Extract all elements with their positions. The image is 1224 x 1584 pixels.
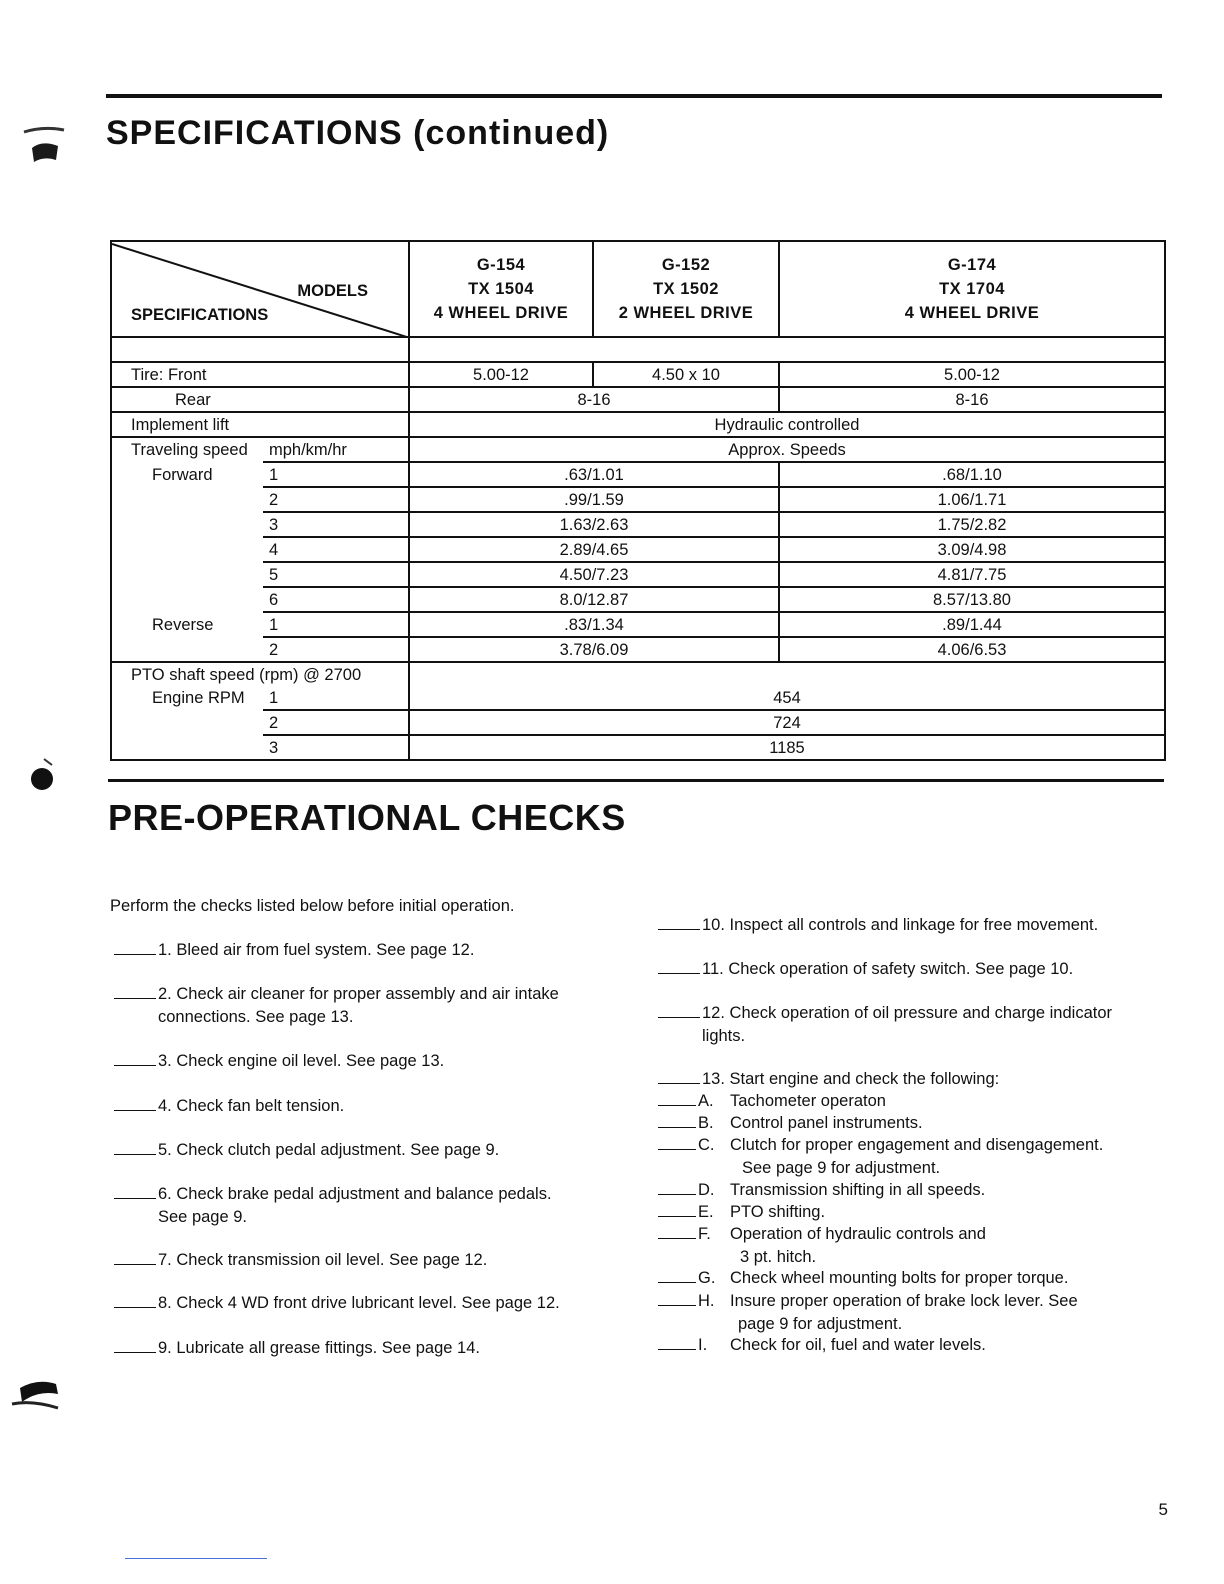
sub-item-letter: G. [698,1269,716,1287]
specifications-table [110,240,1166,761]
forward-speed-g154-g152: 8.0/12.87 [409,587,779,612]
forward-label: Forward [111,462,263,487]
check-blank[interactable] [658,1003,700,1018]
checklist-item [114,1139,499,1162]
check-blank[interactable] [658,1180,696,1195]
check-blank[interactable] [114,1051,156,1066]
reverse-label: Reverse [111,612,263,637]
item-number: 2. [158,985,172,1003]
sub-checklist-item [658,1334,986,1357]
sub-item-letter: C. [698,1136,715,1154]
header-model-code: G-154 [476,256,526,274]
item-text-continued: See page 9. [158,1208,247,1226]
pto-speed: 724 [409,710,1165,735]
sub-item-text: Check wheel mounting bolts for proper torque. [730,1269,1069,1287]
forward-speed-g174: 3.09/4.98 [779,537,1165,562]
binding-mark-bottom-icon [8,1368,64,1418]
sub-item-text: Control panel instruments. [730,1114,923,1132]
check-blank[interactable] [658,1135,696,1150]
item-text: Lubricate all grease fittings. See page 14. [176,1339,480,1357]
item-number: 13. [702,1070,725,1088]
item-text: Check fan belt tension. [176,1097,345,1115]
header-models-label: MODELS [297,282,368,300]
row-pto-2 [111,710,1165,735]
item-number: 6. [158,1185,172,1203]
section-title: PRE-OPERATIONAL CHECKS [108,797,626,838]
pto-shaft-speed-label: PTO shaft speed (rpm) @ 2700 [111,662,409,686]
forward-speed-g154-g152: .63/1.01 [409,462,779,487]
binding-mark-middle-icon [22,755,66,799]
row-traveling-speed [111,437,1165,462]
tire-front-label: Tire: Front [111,362,409,387]
item-number: 7. [158,1251,172,1269]
sub-checklist-item [658,1223,986,1269]
item-number: 8. [158,1294,172,1312]
row-forward-6 [111,587,1165,612]
reverse-speed-g174: .89/1.44 [779,612,1165,637]
check-blank[interactable] [114,940,156,955]
forward-gear: 1 [263,462,409,487]
sub-item-letter: E. [698,1203,714,1221]
checklist-item [114,1249,487,1272]
sub-item-text: Operation of hydraulic controls and [730,1225,986,1243]
page-title: SPECIFICATIONS (continued) [106,114,610,152]
checklist-item [114,1183,552,1229]
row-implement-lift [111,412,1165,437]
checklist-item [658,1068,999,1091]
item-text-continued: connections. See page 13. [158,1008,354,1026]
check-blank[interactable] [658,1335,696,1350]
forward-speed-g174: 8.57/13.80 [779,587,1165,612]
sub-checklist-item [658,1267,1068,1290]
sub-checklist-item [658,1134,1103,1180]
tire-rear-g154-g152: 8-16 [409,387,779,412]
checklist-item [114,983,559,1029]
item-number: 11. [702,960,724,978]
check-blank[interactable] [658,959,700,974]
row-forward-1 [111,462,1165,487]
row-forward-5 [111,562,1165,587]
item-number: 10. [702,916,725,934]
forward-gear: 5 [263,562,409,587]
item-number: 1. [158,941,172,959]
pto-speed: 454 [409,686,1165,710]
row-tire-front [111,362,1165,387]
forward-speed-g154-g152: 2.89/4.65 [409,537,779,562]
forward-speed-g174: .68/1.10 [779,462,1165,487]
header-drive-type: 2 WHEEL DRIVE [618,304,754,322]
binding-mark-top-icon [18,108,68,178]
traveling-speed-value: Approx. Speeds [409,437,1165,462]
sub-item-text: PTO shifting. [730,1203,826,1221]
header-model-name: TX 1504 [468,280,534,298]
header-model-g152 [593,241,779,337]
section-rule [108,779,1164,782]
top-rule [106,94,1162,98]
engine-rpm-label: Engine RPM [111,686,263,710]
header-model-code: G-152 [661,256,711,274]
row-tire-rear [111,387,1165,412]
sub-item-letter: F. [698,1225,711,1243]
forward-speed-g174: 1.75/2.82 [779,512,1165,537]
header-drive-type: 4 WHEEL DRIVE [433,304,569,322]
row-reverse-2 [111,637,1165,662]
sub-checklist-item [658,1090,886,1113]
sub-item-text: Check for oil, fuel and water levels. [730,1336,986,1354]
item-text: Check operation of oil pressure and charge indicator [729,1004,1113,1022]
item-text-continued: lights. [702,1027,746,1045]
check-blank[interactable] [114,984,156,999]
traveling-speed-label: Traveling speed [111,437,263,462]
check-blank[interactable] [114,1096,156,1111]
forward-speed-g174: 4.81/7.75 [779,562,1165,587]
row-pto-3 [111,735,1165,760]
check-blank[interactable] [114,1338,156,1353]
check-blank[interactable] [658,1224,696,1239]
item-number: 4. [158,1097,172,1115]
row-forward-4 [111,537,1165,562]
tire-rear-label: Rear [111,387,409,412]
row-pto-label [111,662,1165,686]
forward-speed-g154-g152: .99/1.59 [409,487,779,512]
item-text: Check clutch pedal adjustment. See page 9. [176,1141,500,1159]
item-number: 9. [158,1339,172,1357]
checklist-item [114,1337,480,1360]
item-text: Inspect all controls and linkage for free movement. [729,916,1099,934]
check-blank[interactable] [658,1091,696,1106]
sub-checklist-item [658,1179,985,1202]
forward-gear: 6 [263,587,409,612]
reverse-gear: 1 [263,612,409,637]
sub-checklist-item [658,1290,1078,1336]
sub-item-text: Tachometer operaton [730,1092,886,1110]
check-blank[interactable] [114,1140,156,1155]
sub-item-letter: I. [698,1336,708,1354]
item-text: Check transmission oil level. See page 12. [176,1251,488,1269]
bottom-scan-line [125,1558,267,1559]
pto-gear: 3 [263,735,409,760]
row-forward-2 [111,487,1165,512]
check-blank[interactable] [658,1202,696,1217]
check-blank[interactable] [658,1291,696,1306]
forward-speed-g154-g152: 1.63/2.63 [409,512,779,537]
item-text: Check brake pedal adjustment and balance pedals. [176,1185,552,1203]
header-specifications-label: SPECIFICATIONS [131,306,269,324]
check-blank[interactable] [114,1184,156,1199]
forward-gear: 2 [263,487,409,512]
check-blank[interactable] [658,1069,700,1084]
header-model-g154 [409,241,593,337]
reverse-gear: 2 [263,637,409,662]
reverse-speed-g154-g152: .83/1.34 [409,612,779,637]
tire-rear-g174: 8-16 [779,387,1165,412]
forward-gear: 3 [263,512,409,537]
check-blank[interactable] [114,1250,156,1265]
item-text: Check air cleaner for proper assembly and air intake [176,985,559,1003]
item-number: 12. [702,1004,725,1022]
sub-item-text: Clutch for proper engagement and disengagement. [730,1136,1104,1154]
item-text: Check 4 WD front drive lubricant level. See page 12. [176,1294,560,1312]
header-diagonal-cell [111,241,409,337]
checklist-item [114,1095,344,1118]
checklist-item [114,1050,444,1073]
sub-item-letter: H. [698,1292,715,1310]
header-model-code: G-174 [947,256,997,274]
check-blank[interactable] [658,1113,696,1128]
checklist-item [114,939,474,962]
sub-item-letter: A. [698,1092,714,1110]
forward-gear: 4 [263,537,409,562]
item-text: Check engine oil level. See page 13. [176,1052,445,1070]
header-model-name: TX 1502 [653,280,719,298]
tire-front-g152: 4.50 x 10 [593,362,779,387]
sub-item-letter: D. [698,1181,715,1199]
check-blank[interactable] [658,1268,696,1283]
implement-lift-value: Hydraulic controlled [409,412,1165,437]
tire-front-g154: 5.00-12 [409,362,593,387]
item-text: Bleed air from fuel system. See page 12. [176,941,475,959]
item-text: Check operation of safety switch. See page 10. [728,960,1074,978]
pto-gear: 2 [263,710,409,735]
intro-text: Perform the checks listed below before initial operation. [110,897,515,915]
sub-item-text-continued: See page 9 for adjustment. [742,1159,941,1177]
checklist-item [658,958,1073,981]
sub-checklist-item [658,1112,923,1135]
tire-front-g174: 5.00-12 [779,362,1165,387]
sub-item-text: Transmission shifting in all speeds. [730,1181,986,1199]
traveling-speed-unit: mph/km/hr [263,437,409,462]
item-text: Start engine and check the following: [729,1070,1000,1088]
item-number: 3. [158,1052,172,1070]
sub-item-letter: B. [698,1114,714,1132]
checklist-item [114,1292,560,1315]
check-blank[interactable] [114,1293,156,1308]
pto-speed: 1185 [409,735,1165,760]
forward-speed-g154-g152: 4.50/7.23 [409,562,779,587]
checklist-item [658,1002,1112,1048]
reverse-speed-g154-g152: 3.78/6.09 [409,637,779,662]
item-number: 5. [158,1141,172,1159]
sub-item-text-continued: 3 pt. hitch. [740,1248,817,1266]
implement-lift-label: Implement lift [111,412,409,437]
header-model-name: TX 1704 [939,280,1005,298]
row-reverse-1 [111,612,1165,637]
reverse-speed-g174: 4.06/6.53 [779,637,1165,662]
page-number: 5 [1158,1500,1168,1519]
row-forward-3 [111,512,1165,537]
forward-speed-g174: 1.06/1.71 [779,487,1165,512]
sub-checklist-item [658,1201,825,1224]
pto-gear: 1 [269,688,279,707]
row-pto-1 [111,686,1165,710]
checklist-item [658,914,1098,937]
check-blank[interactable] [658,915,700,930]
header-model-g174 [779,241,1165,337]
sub-item-text: Insure proper operation of brake lock lever. See [730,1292,1078,1310]
sub-item-text-continued: page 9 for adjustment. [738,1315,903,1333]
header-drive-type: 4 WHEEL DRIVE [904,304,1040,322]
